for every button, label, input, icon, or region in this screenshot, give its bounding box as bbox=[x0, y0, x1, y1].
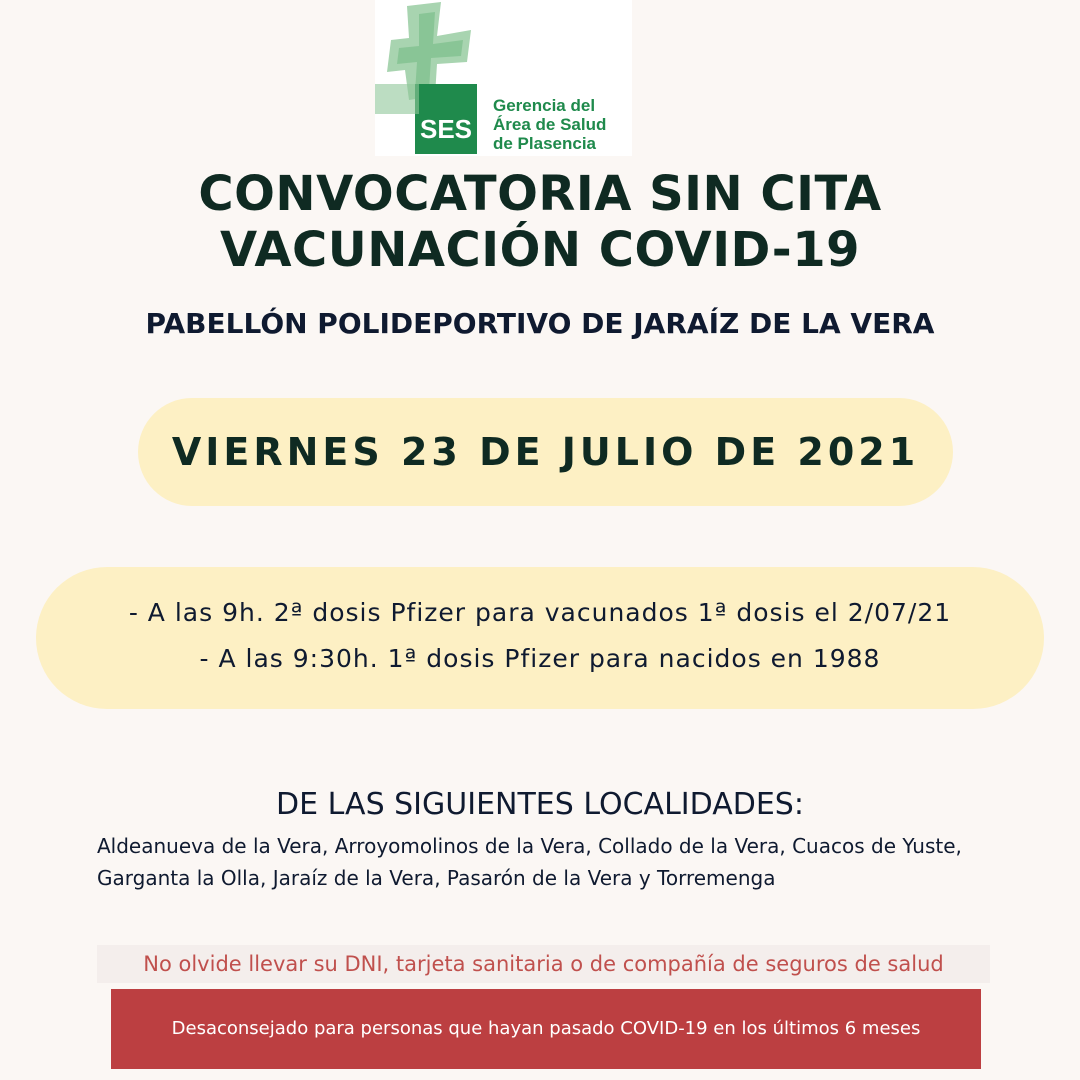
title-line-2: VACUNACIÓN COVID-19 bbox=[219, 222, 861, 278]
event-date: VIERNES 23 DE JULIO DE 2021 bbox=[171, 430, 920, 474]
title-line-1: CONVOCATORIA SIN CITA bbox=[198, 166, 882, 222]
dose-schedule-item: - A las 9:30h. 1ª dosis Pfizer para nacidos en 1988 bbox=[199, 644, 881, 673]
date-banner bbox=[138, 398, 953, 506]
venue-name: PABELLÓN POLIDEPORTIVO DE JARAÍZ DE LA VERA bbox=[145, 307, 935, 340]
cross-lower-shape bbox=[375, 84, 419, 114]
dose-schedule-item: - A las 9h. 2ª dosis Pfizer para vacunados 1ª dosis el 2/07/21 bbox=[128, 598, 952, 627]
logo-line: Gerencia del bbox=[493, 96, 596, 115]
ses-logo bbox=[375, 0, 632, 156]
documents-reminder: No olvide llevar su DNI, tarjeta sanitaria o de compañía de seguros de salud bbox=[97, 945, 990, 983]
localities-list: Aldeanueva de la Vera, Arroyomolinos de la Vera, Collado de la Vera, Cuacos de Yuste, Garganta la Olla, Jaraíz de la Vera, Pasarón de la Vera y Torremenga bbox=[97, 834, 962, 890]
logo-line: Área de Salud bbox=[493, 115, 607, 134]
localities-heading: DE LAS SIGUIENTES LOCALIDADES: bbox=[276, 787, 804, 822]
warning-banner: Desaconsejado para personas que hayan pasado COVID-19 en los últimos 6 meses bbox=[111, 989, 981, 1069]
doses-banner bbox=[36, 567, 1044, 709]
logo-line: de Plasencia bbox=[493, 134, 597, 153]
ses-badge-text: SES bbox=[419, 114, 473, 144]
logo-organization-name bbox=[493, 96, 606, 153]
